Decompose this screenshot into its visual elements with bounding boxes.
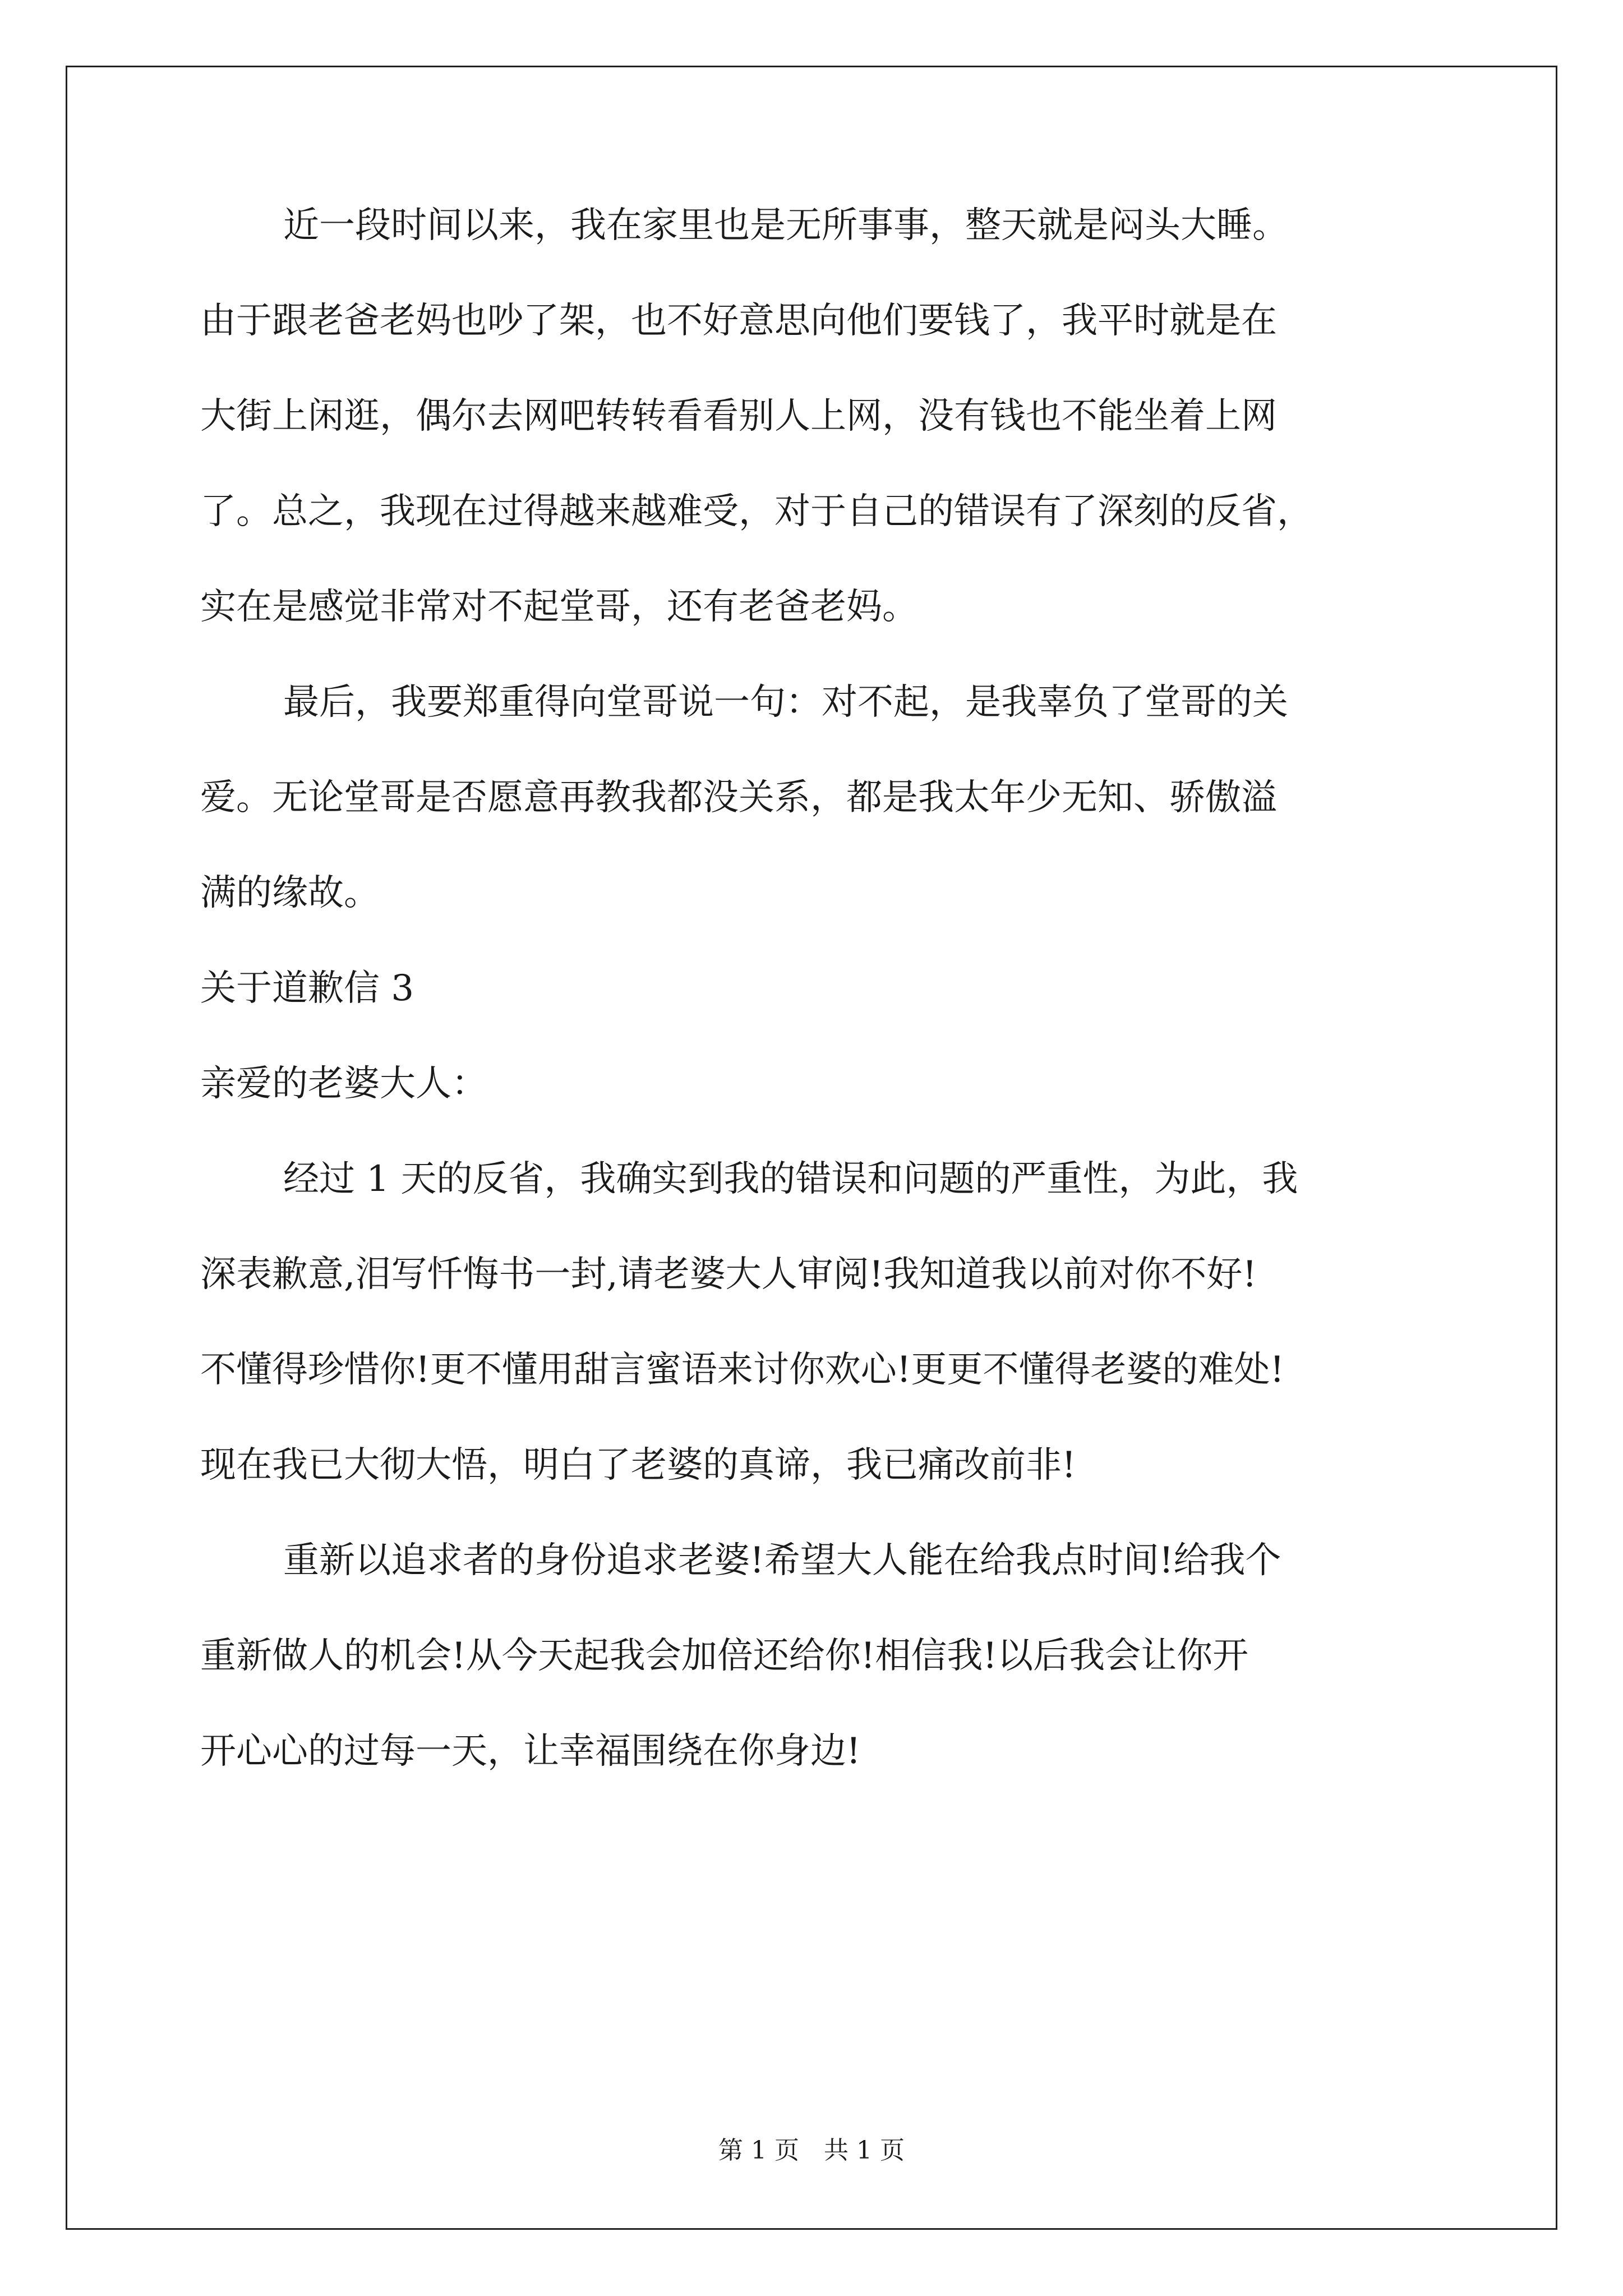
salutation: 亲爱的老婆大人： — [200, 1063, 487, 1105]
paragraph-line: 由于跟老爸老妈也吵了架，也不好意思向他们要钱了，我平时就是在 — [200, 300, 1277, 342]
paragraph-line: 近一段时间以来，我在家里也是无所事事，整天就是闷头大睡。 — [283, 205, 1288, 246]
paragraph-line: 爱。无论堂哥是否愿意再教我都没关系，都是我太年少无知、骄傲溢 — [200, 777, 1277, 818]
paragraph-line: 经过 1 天的反省，我确实到我的错误和问题的严重性，为此，我 — [283, 1158, 1298, 1200]
paragraph-line: 现在我已大彻大悟，明白了老婆的真谛，我已痛改前非! — [200, 1444, 1076, 1486]
page-footer: 第 1 页 共 1 页 — [718, 2136, 905, 2165]
paragraph-line: 了。总之，我现在过得越来越难受，对于自己的错误有了深刻的反省， — [200, 491, 1313, 532]
paragraph-line: 实在是感觉非常对不起堂哥，还有老爸老妈。 — [200, 586, 918, 628]
paragraph-line: 不懂得珍惜你!更不懂用甜言蜜语来讨你欢心!更更不懂得老婆的难处! — [200, 1349, 1285, 1391]
paragraph-line: 满的缘故。 — [200, 872, 380, 914]
paragraph-line: 开心心的过每一天，让幸福围绕在你身边! — [200, 1731, 861, 1772]
page-border — [66, 66, 1557, 2230]
section-heading: 关于道歉信 3 — [200, 968, 414, 1009]
paragraph-line: 深表歉意,泪写忏悔书一封,请老婆大人审阅!我知道我以前对你不好! — [200, 1254, 1257, 1295]
paragraph-line: 重新做人的机会!从今天起我会加倍还给你!相信我!以后我会让你开 — [200, 1635, 1249, 1677]
paragraph-line: 最后，我要郑重得向堂哥说一句：对不起，是我辜负了堂哥的关 — [283, 682, 1288, 723]
paragraph-line: 重新以追求者的身份追求老婆!希望大人能在给我点时间!给我个 — [283, 1540, 1281, 1581]
paragraph-line: 大街上闲逛，偶尔去网吧转转看看别人上网，没有钱也不能坐着上网 — [200, 395, 1277, 437]
